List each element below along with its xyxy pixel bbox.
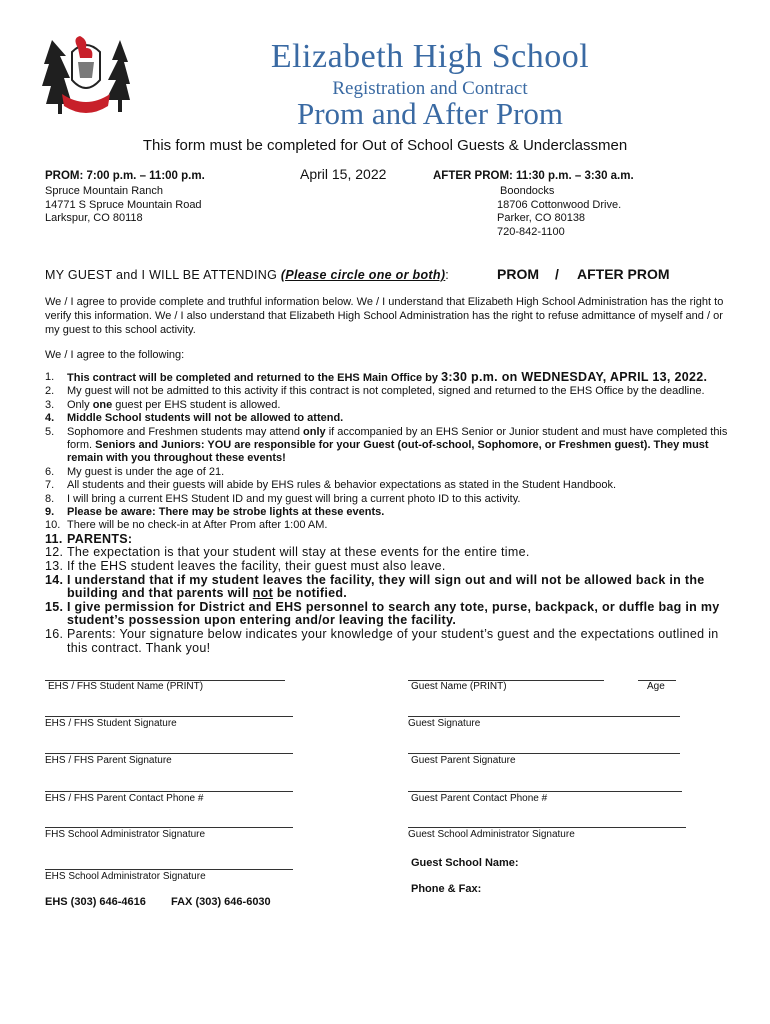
parent-phone-line[interactable] — [45, 791, 293, 792]
ehs-admin-label: EHS School Administrator Signature — [45, 871, 206, 882]
student-name-label: EHS / FHS Student Name (PRINT) — [48, 681, 204, 692]
guest-parent-phone-label: Guest Parent Contact Phone # — [411, 793, 548, 804]
guest-signature-line[interactable] — [408, 716, 680, 717]
fhs-admin-label: FHS School Administrator Signature — [45, 829, 206, 840]
guest-name-label: Guest Name (PRINT) — [411, 681, 507, 692]
ehs-fax: FAX (303) 646-6030 — [171, 896, 271, 908]
circle-instruction: (Please circle one or both) — [280, 268, 446, 282]
list-item: 9. Please be aware: There may be strobe lights at these events. — [45, 506, 385, 519]
list-item: 5. Sophomore and Freshmen students may attend only if accompanied by an EHS Senior or Junior student and must have completed this form. Seniors and Juniors: YOU are responsible for your Guest (out-of-school, Sophomore, or Freshmen guest). They must remain with you throughout these events! — [45, 425, 728, 465]
form-subtitle: Registration and Contract — [332, 78, 528, 99]
guest-admin-label: Guest School Administrator Signature — [408, 829, 575, 840]
after-prom-time: AFTER PROM: 11:30 p.m. – 3:30 a.m. — [433, 170, 634, 182]
age-label: Age — [647, 681, 665, 692]
after-prom-address2: Parker, CO 80138 — [497, 212, 586, 224]
parent-signature-line[interactable] — [45, 753, 293, 754]
terms-list — [45, 371, 735, 655]
school-logo — [42, 34, 130, 118]
prom-address2: Larkspur, CO 80118 — [45, 212, 143, 224]
student-signature-label: EHS / FHS Student Signature — [45, 718, 177, 729]
guest-phone-fax: Phone & Fax: — [411, 883, 482, 895]
guest-parent-signature-label: Guest Parent Signature — [411, 755, 516, 766]
list-item: 13. If the EHS student leaves the facility, their guest must also leave. — [45, 559, 446, 574]
student-signature-line[interactable] — [45, 716, 293, 717]
cardinal-pine-crest-icon — [42, 34, 130, 118]
parent-signature-label: EHS / FHS Parent Signature — [45, 755, 172, 766]
list-item: 1. This contract will be completed and returned to the EHS Main Office by 3:30 p.m. on WEDNESDAY, APRIL 13, 2022. — [45, 370, 708, 384]
list-item: 3. Only one guest per EHS student is allowed. — [45, 398, 281, 411]
list-item: 11. PARENTS: — [45, 531, 133, 546]
guest-parent-phone-line[interactable] — [408, 791, 682, 792]
parent-phone-label: EHS / FHS Parent Contact Phone # — [45, 793, 204, 804]
list-item: 12. The expectation is that your student will stay at these events for the entire time. — [45, 545, 530, 560]
list-item: 2. My guest will not be admitted to this activity if this contract is not completed, signed and returned to the EHS Office by the deadline. — [45, 385, 705, 398]
list-item: 4. Middle School students will not be allowed to attend. — [45, 412, 344, 425]
event-date: April 15, 2022 — [300, 166, 387, 182]
agree-heading: We / I agree to the following: — [45, 349, 185, 361]
school-title: Elizabeth High School — [270, 38, 590, 75]
event-title: Prom and After Prom — [296, 96, 564, 131]
guest-school-name: Guest School Name: — [411, 857, 519, 869]
guest-parent-signature-line[interactable] — [408, 753, 680, 754]
option-separator: / — [555, 266, 559, 282]
prom-venue: Spruce Mountain Ranch — [45, 185, 164, 197]
after-prom-phone: 720-842-1100 — [497, 226, 565, 238]
form-notice: This form must be completed for Out of School Guests & Underclassmen — [142, 137, 628, 154]
fhs-admin-line[interactable] — [45, 827, 293, 828]
list-item: 8. I will bring a current EHS Student ID and my guest will bring a current photo ID to this activity. — [45, 492, 521, 505]
prom-address1: 14771 S Spruce Mountain Road — [45, 199, 202, 211]
option-after-prom[interactable]: AFTER PROM — [577, 266, 670, 282]
list-item: 6. My guest is under the age of 21. — [45, 465, 225, 478]
intro-paragraph: We / I agree to provide complete and truthful information below. We / I understand that Elizabeth High School Administration has the right to verify this information. We / I also understand that Elizabeth High School Administration has the right to refuse admittance of myself and / or my guest to this school activity. — [45, 296, 724, 336]
list-item: 10. There will be no check-in at After Prom after 1:00 AM. — [45, 519, 328, 532]
attending-line: MY GUEST and I WILL BE ATTENDING (Please circle one or both): — [45, 268, 450, 282]
after-prom-venue: Boondocks — [500, 185, 555, 197]
guest-admin-line[interactable] — [408, 827, 686, 828]
list-item: 14. I understand that if my student leaves the facility, they will sign out and will not be allowed back in the building and that parents will not be notified. — [45, 572, 705, 601]
list-item: 16. Parents: Your signature below indicates your knowledge of your student’s guest and the expectations outlined in this contract. Thank you! — [45, 627, 719, 655]
list-item: 7. All students and their guests will abide by EHS rules & behavior expectations as stated in the Student Handbook. — [45, 479, 617, 492]
ehs-admin-line[interactable] — [45, 869, 293, 870]
ehs-phone: EHS (303) 646-4616 — [45, 896, 146, 908]
option-prom[interactable]: PROM — [497, 266, 539, 282]
guest-signature-label: Guest Signature — [408, 718, 481, 729]
prom-time: PROM: 7:00 p.m. – 11:00 p.m. — [45, 170, 205, 182]
list-item: 15. I give permission for District and EHS personnel to search any tote, purse, backpack, or duffle bag in my student’s possession upon entering and/or leaving the facility. — [45, 599, 720, 628]
after-prom-address1: 18706 Cottonwood Drive. — [497, 199, 622, 211]
